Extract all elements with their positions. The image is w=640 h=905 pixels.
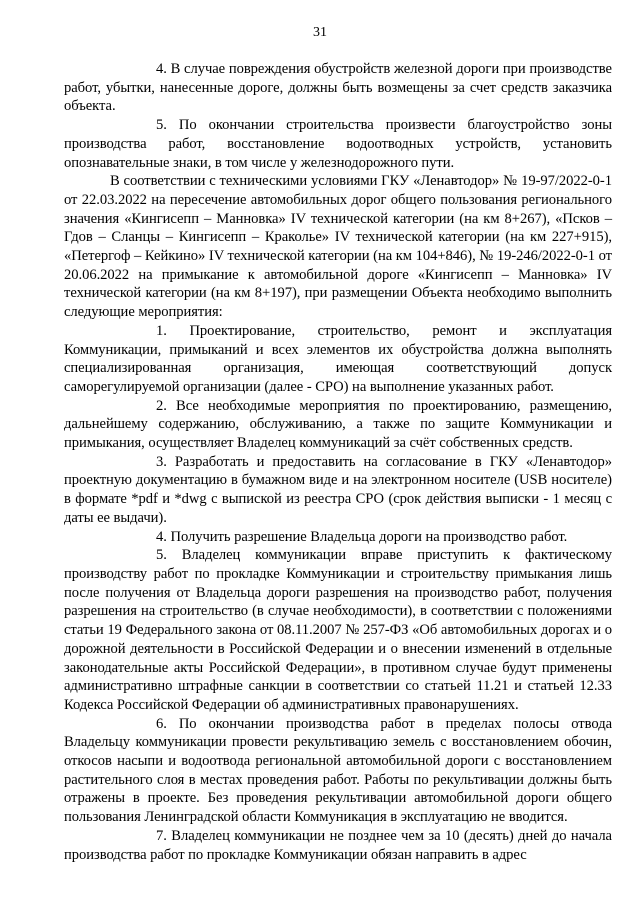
paragraph-number: 5.	[156, 547, 167, 564]
paragraph-6-recultivation	[64, 715, 612, 827]
paragraph-text: Разработать и предоставить на согласование в ГКУ «Ленавтодор» проектную документацию в бумажном виде и на электронном носителе (USB носителе) в формате *pdf и *dwg с выпиской из реестра СРО (срок действия выписки - 1 месяц с даты ее выдачи).	[64, 453, 612, 526]
paragraph-text: Владелец коммуникации не позднее чем за 10 (десять) дней до начала производства работ по прокладке Коммуникации обязан направить в адрес	[64, 827, 612, 863]
paragraph-number: 4.	[156, 528, 167, 545]
paragraph-1-design	[64, 322, 612, 397]
paragraph-4-permit	[64, 528, 612, 547]
paragraph-7-notice	[64, 827, 612, 864]
paragraph-number: 7.	[156, 827, 167, 844]
paragraph-text: Получить разрешение Владельца дороги на производство работ.	[170, 528, 568, 545]
paragraph-text: Все необходимые мероприятия по проектированию, размещению, дальнейшему содержанию, обслуживанию, а также по защите Коммуникации и примыкания, осуществляет Владелец коммуникаций за счёт собственных средств.	[64, 397, 612, 452]
paragraph-number: 4.	[156, 61, 167, 77]
paragraph-text: В случае повреждения обустройств железной дороги при производстве работ, убытки, нанесенные дороге, должны быть возмещены за счет средств заказчика объекта.	[64, 61, 612, 115]
paragraph-number: 5.	[156, 117, 167, 134]
paragraph-text: В соответствии с техническими условиями ГКУ «Ленавтодор» № 19-97/2022-0-1 от 22.03.2022 на пересечение автомобильных дорог общего пользования регионального значения «Кингисепп – Манновка» IV технической категории (на км 8+267), «Псков – Гдов – Сланцы – Кингисепп – Краколье» IV технической категории (на км 227+915), «Петергоф – Кейкино» IV технической категории (на км 104+846), № 19-246/2022-0-1 от 20.06.2022 на примыкание к автомобильной дороге «Кингисепп – Манновка» IV технической категории (на км 8+197), при размещении Объекта необходимо выполнить следующие мероприятия:	[64, 173, 612, 321]
document-body	[64, 60, 612, 864]
paragraph-text: По окончании строительства произвести благоустройство зоны производства работ, восстановление водоотводных устройств, установить опознавательные знаки, в том числе у железнодорожного пути.	[64, 117, 612, 171]
paragraph-number: 3.	[156, 453, 167, 470]
paragraph-4-damage	[64, 60, 612, 116]
paragraph-text: Владелец коммуникации вправе приступить к фактическому производству работ по прокладке Коммуникации и строительству примыкания лишь после получения от Владельца дороги разрешения на производство работ, получения разрешения на строительство (в случае необходимости), в соответствии с положениями статьи 19 Федерального закона от 08.11.2007 № 257-ФЗ «Об автомобильных дорогах и о дорожной деятельности в Российской Федерации и о внесении изменений в отдельные законодательные акты Российской Федерации», в противном случае будут применены административно штрафные санкции в соответствии со статьей 11.21 и статьей 12.33 Кодекса Российской Федерации об административных правонарушениях.	[64, 547, 612, 713]
paragraph-5-start-works	[64, 546, 612, 714]
paragraph-number: 6.	[156, 715, 167, 732]
page-number: 31	[313, 25, 327, 40]
paragraph-text: По окончании производства работ в пределах полосы отвода Владельцу коммуникации провести рекультивацию земель с восстановлением обочин, откосов насыпи и водоотвода региональной автомобильной дороги с восстановлением растительного слоя в местах проведения работ. Работы по рекультивации должны быть отражены в проекте. Без проведения рекультивации автомобильной дороги общего пользования Ленинградской области Коммуникация в эксплуатацию не вводится.	[64, 715, 612, 826]
paragraph-2-measures	[64, 397, 612, 453]
paragraph-number: 1.	[156, 322, 167, 339]
paragraph-5-landscaping	[64, 116, 612, 172]
paragraph-3-documentation	[64, 453, 612, 528]
paragraph-text: Проектирование, строительство, ремонт и эксплуатация Коммуникации, примыканий и всех элементов их обустройства должна выполнять специализированная организация, имеющая соответствующий допуск саморегулируемой организации (далее - СРО) на выполнение указанных работ.	[64, 322, 612, 395]
paragraph-technical-conditions	[64, 172, 612, 322]
paragraph-number: 2.	[156, 397, 167, 414]
